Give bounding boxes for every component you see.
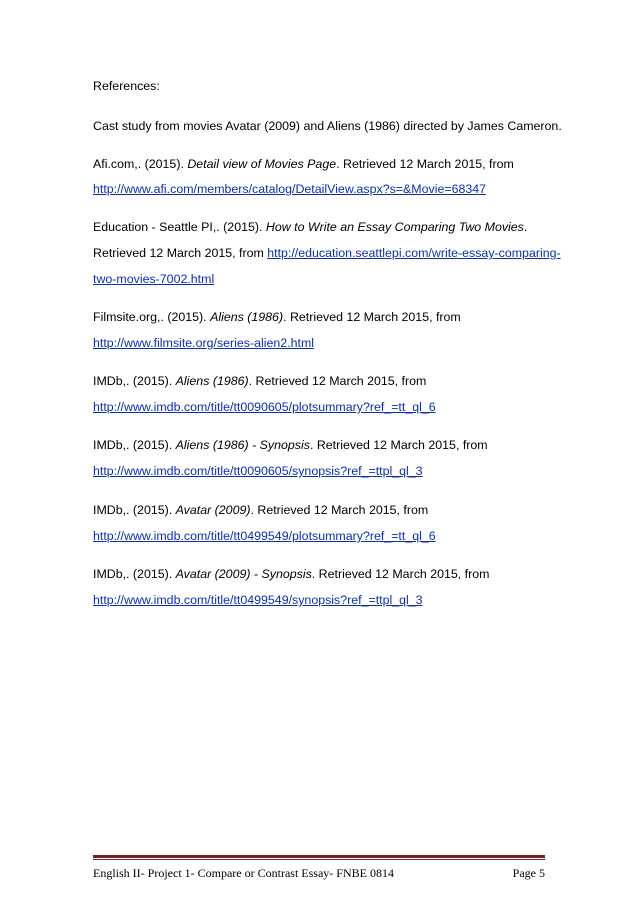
- ref-5-retrieved: . Retrieved 12 March 2015, from: [248, 374, 427, 388]
- ref-5-author: IMDb,. (2015).: [93, 374, 176, 388]
- footer-rule-thick: [93, 855, 545, 858]
- reference-3-line-2: [93, 245, 561, 261]
- reference-7: [93, 502, 428, 518]
- reference-8: [93, 566, 489, 582]
- ref-2-author: Afi.com,. (2015).: [93, 157, 188, 171]
- ref-4-link[interactable]: http://www.filmsite.org/series-alien2.html: [93, 336, 315, 350]
- ref-5-link[interactable]: http://www.imdb.com/title/tt0090605/plotsummary?ref_=tt_ql_6: [93, 400, 436, 414]
- ref-4-author: Filmsite.org,. (2015).: [93, 310, 211, 324]
- references-heading: References:: [93, 79, 160, 93]
- reference-3: [93, 219, 527, 235]
- footer-page-number: Page 5: [512, 866, 545, 880]
- reference-1: Cast study from movies Avatar (2009) and Aliens (1986) directed by James Cameron.: [93, 119, 562, 133]
- reference-5: [93, 373, 426, 389]
- ref-3-retrieved: Retrieved 12 March 2015, from: [93, 246, 268, 260]
- ref-6-link[interactable]: http://www.imdb.com/title/tt0090605/synopsis?ref_=ttpl_ql_3: [93, 464, 423, 478]
- ref-8-link[interactable]: http://www.imdb.com/title/tt0499549/synopsis?ref_=ttpl_ql_3: [93, 593, 423, 607]
- ref-7-link[interactable]: http://www.imdb.com/title/tt0499549/plotsummary?ref_=tt_ql_6: [93, 529, 436, 543]
- ref-7-title: Avatar (2009): [175, 503, 251, 517]
- ref-4-title: Aliens (1986): [210, 310, 284, 324]
- reference-2-url-line: [93, 181, 486, 197]
- ref-4-retrieved: . Retrieved 12 March 2015, from: [283, 310, 461, 324]
- ref-6-title: Aliens (1986) - Synopsis: [175, 438, 310, 452]
- ref-8-title: Avatar (2009) - Synopsis: [175, 567, 312, 581]
- footer-rule-thin: [93, 859, 545, 860]
- reference-7-url-line: [93, 528, 436, 544]
- ref-2-link[interactable]: http://www.afi.com/members/catalog/DetailView.aspx?s=&Movie=68347: [93, 182, 487, 196]
- reference-8-url-line: [93, 592, 423, 608]
- ref-5-title: Aliens (1986): [175, 374, 249, 388]
- ref-2-retrieved: . Retrieved 12 March 2015, from: [336, 157, 514, 171]
- ref-7-author: IMDb,. (2015).: [93, 503, 176, 517]
- footer-course-title: English II- Project 1- Compare or Contrast Essay- FNBE 0814: [93, 866, 394, 880]
- ref-2-title: Detail view of Movies Page: [187, 157, 337, 171]
- ref-3-title: How to Write an Essay Comparing Two Movies: [265, 220, 524, 234]
- reference-4: [93, 309, 461, 325]
- ref-6-retrieved: . Retrieved 12 March 2015, from: [309, 438, 488, 452]
- page-footer: [93, 866, 545, 881]
- ref-3-link-part-1[interactable]: http://education.seattlepi.com/write-essay-comparing-: [267, 246, 561, 260]
- reference-2: [93, 156, 514, 172]
- ref-3-link-part-2[interactable]: two-movies-7002.html: [93, 272, 215, 286]
- reference-5-url-line: [93, 399, 436, 415]
- reference-6: [93, 437, 488, 453]
- ref-7-retrieved: . Retrieved 12 March 2015, from: [250, 503, 429, 517]
- reference-4-url-line: [93, 335, 314, 351]
- ref-8-retrieved: . Retrieved 12 March 2015, from: [311, 567, 490, 581]
- ref-6-author: IMDb,. (2015).: [93, 438, 176, 452]
- ref-3-author: Education - Seattle PI,. (2015).: [93, 220, 266, 234]
- ref-3-period: .: [523, 220, 528, 234]
- ref-8-author: IMDb,. (2015).: [93, 567, 176, 581]
- reference-6-url-line: [93, 463, 423, 479]
- reference-3-line-3: [93, 271, 214, 287]
